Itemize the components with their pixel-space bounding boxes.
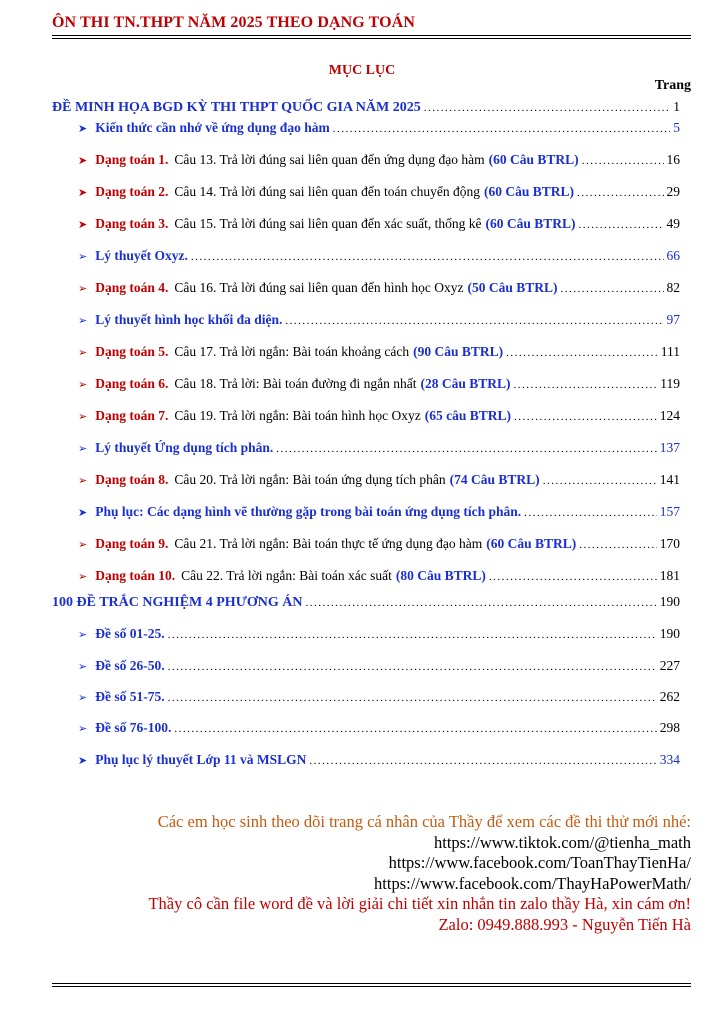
leader-dots — [168, 629, 657, 641]
toc-item-form[interactable] — [78, 280, 680, 300]
leader-dots — [513, 379, 657, 391]
arrow-bullet-icon: ➢ — [78, 629, 88, 641]
item-description: Câu 18. Trả lời: Bài toán đường đi ngắn nhất — [174, 376, 417, 391]
leader-dots — [168, 661, 657, 673]
item-title: Lý thuyết Ứng dụng tích phân. — [95, 440, 274, 455]
toc-exam-item[interactable] — [78, 626, 680, 646]
page-column-label: Trang — [654, 78, 691, 93]
leader-dots — [333, 123, 671, 135]
arrow-bullet-icon: ➢ — [78, 539, 88, 551]
exam-title: Đề số 01-25. — [95, 626, 165, 641]
page-number: 141 — [659, 472, 680, 487]
exam-title: Đề số 76-100. — [95, 720, 172, 735]
item-description: Câu 20. Trả lời ngắn: Bài toán ứng dụng tích phân — [174, 472, 446, 487]
page-number: 334 — [659, 752, 680, 767]
leader-dots — [489, 571, 657, 583]
arrow-bullet-icon: ➢ — [78, 475, 88, 487]
leader-dots — [285, 315, 663, 327]
leader-dots — [561, 283, 664, 295]
header-rule-thin — [52, 38, 691, 39]
arrow-bullet-icon: ➢ — [78, 283, 88, 295]
arrow-bullet-icon: ➤ — [78, 755, 88, 767]
exam-title: Đề số 51-75. — [95, 689, 165, 704]
item-count: (50 Câu BTRL) — [467, 280, 558, 295]
word-file-note: Thầy cô cần file word đề và lời giải chi tiết xin nhắn tin zalo thầy Hà, xin cám ơn! — [148, 894, 691, 913]
item-title: Phụ lục: Các dạng hình vẽ thường gặp trong bài toán ứng dụng tích phân. — [95, 504, 522, 519]
page-number: 66 — [666, 248, 680, 263]
toc-appendix[interactable] — [78, 752, 680, 772]
item-count: (65 câu BTRL) — [424, 408, 511, 423]
toc-item-theory[interactable] — [78, 504, 680, 524]
item-description: Câu 14. Trả lời đúng sai liên quan đến toán chuyển động — [174, 184, 480, 199]
item-description: Câu 16. Trả lời đúng sai liên quan đến hình học Oxyz — [174, 280, 464, 295]
toc-part-1[interactable] — [52, 99, 680, 119]
leader-dots — [582, 155, 664, 167]
item-title: Dạng toán 3. — [95, 216, 169, 231]
arrow-bullet-icon: ➤ — [78, 187, 88, 199]
facebook-link-2[interactable]: https://www.facebook.com/ThayHaPowerMath/ — [374, 873, 691, 893]
page-number: 124 — [659, 408, 680, 423]
leader-dots — [276, 443, 656, 455]
page-number: 137 — [659, 440, 680, 455]
leader-dots — [577, 187, 664, 199]
arrow-bullet-icon: ➢ — [78, 692, 88, 704]
footer-rule-thin — [52, 986, 691, 987]
toc-item-form[interactable] — [78, 376, 680, 396]
header-title: ÔN THI TN.THPT NĂM 2025 THEO DẠNG TOÁN — [52, 14, 415, 31]
page-number: 29 — [666, 184, 680, 199]
page-number: 5 — [673, 120, 680, 135]
toc-title: MỤC LỤC — [328, 63, 396, 78]
item-title: Dạng toán 9. — [95, 536, 169, 551]
arrow-bullet-icon: ➢ — [78, 251, 88, 263]
toc-item-form[interactable] — [78, 216, 680, 236]
page-number: 111 — [660, 344, 680, 359]
leader-dots — [524, 507, 657, 519]
arrow-bullet-icon: ➢ — [78, 347, 88, 359]
item-description: Câu 19. Trả lời ngắn: Bài toán hình học Oxyz — [174, 408, 421, 423]
item-count: (60 Câu BTRL) — [488, 152, 579, 167]
arrow-bullet-icon: ➢ — [78, 411, 88, 423]
toc-item-form[interactable] — [78, 568, 680, 588]
item-description: Câu 13. Trả lời đúng sai liên quan đến ứng dụng đạo hàm — [174, 152, 485, 167]
arrow-bullet-icon: ➤ — [78, 123, 88, 135]
page-number: 82 — [666, 280, 680, 295]
item-title: Lý thuyết hình học khối đa diện. — [95, 312, 283, 327]
facebook-link-1[interactable]: https://www.facebook.com/ToanThayTienHa/ — [388, 853, 691, 872]
item-title: Dạng toán 6. — [95, 376, 169, 391]
leader-dots — [578, 219, 663, 231]
item-count: (74 Câu BTRL) — [449, 472, 540, 487]
item-title: Kiến thức cần nhớ về ứng dụng đạo hàm — [95, 120, 330, 135]
page-number: 227 — [659, 658, 680, 673]
page-number: 157 — [659, 504, 680, 519]
item-title: Dạng toán 4. — [95, 280, 169, 295]
toc-item-form[interactable] — [78, 152, 680, 172]
toc-exam-item[interactable] — [78, 720, 680, 740]
toc-item-form[interactable] — [78, 408, 680, 428]
arrow-bullet-icon: ➢ — [78, 315, 88, 327]
page-number: 16 — [666, 152, 680, 167]
item-count: (60 Câu BTRL) — [486, 536, 577, 551]
footer-rule — [52, 983, 691, 984]
item-description: Câu 21. Trả lời ngắn: Bài toán thực tế ứng dụng đạo hàm — [174, 536, 483, 551]
item-title: Dạng toán 8. — [95, 472, 169, 487]
arrow-bullet-icon: ➢ — [78, 571, 88, 583]
item-description: Câu 22. Trả lời ngắn: Bài toán xác suất — [181, 568, 392, 583]
item-count: (80 Câu BTRL) — [395, 568, 486, 583]
arrow-bullet-icon: ➢ — [78, 661, 88, 673]
page-number: 181 — [659, 568, 680, 583]
toc-part-2[interactable] — [52, 594, 680, 614]
item-title: Dạng toán 1. — [95, 152, 169, 167]
toc-item-form[interactable] — [78, 184, 680, 204]
zalo-contact: Zalo: 0949.888.993 - Nguyễn Tiến Hà — [438, 914, 691, 934]
appendix-title: Phụ lục lý thuyết Lớp 11 và MSLGN — [95, 752, 307, 767]
toc-exam-item[interactable] — [78, 658, 680, 678]
contact-notes — [148, 812, 691, 935]
arrow-bullet-icon: ➢ — [78, 379, 88, 391]
toc-item-form[interactable] — [78, 472, 680, 492]
leader-dots — [309, 755, 656, 767]
page-number: 190 — [659, 626, 680, 641]
item-title: Dạng toán 7. — [95, 408, 169, 423]
item-count: (28 Câu BTRL) — [420, 376, 511, 391]
page-number: 1 — [673, 99, 680, 114]
page-number: 298 — [659, 720, 680, 735]
arrow-bullet-icon: ➤ — [78, 219, 88, 231]
toc-item-theory[interactable] — [78, 248, 680, 268]
leader-dots — [191, 251, 664, 263]
leader-dots — [174, 723, 656, 735]
leader-dots — [305, 597, 656, 609]
tiktok-link[interactable]: https://www.tiktok.com/@tienha_math — [433, 832, 691, 852]
page-number: 49 — [666, 216, 680, 231]
arrow-bullet-icon: ➤ — [78, 155, 88, 167]
toc-item-theory[interactable] — [78, 440, 680, 460]
leader-dots — [579, 539, 657, 551]
item-title: Lý thuyết Oxyz. — [95, 248, 188, 263]
arrow-bullet-icon: ➢ — [78, 723, 88, 735]
leader-dots — [424, 102, 671, 114]
item-title: Dạng toán 2. — [95, 184, 169, 199]
part-title: 100 ĐỀ TRẮC NGHIỆM 4 PHƯƠNG ÁN — [52, 595, 303, 610]
arrow-bullet-icon: ➢ — [78, 443, 88, 455]
toc-item-form[interactable] — [78, 344, 680, 364]
item-count: (90 Câu BTRL) — [413, 344, 504, 359]
part-title: ĐỀ MINH HỌA BGD KỲ THI THPT QUỐC GIA NĂM 2025 — [52, 100, 421, 115]
leader-dots — [514, 411, 657, 423]
item-title: Dạng toán 10. — [95, 568, 176, 583]
toc-exam-item[interactable] — [78, 689, 680, 709]
page-number: 119 — [660, 376, 680, 391]
page-number: 170 — [659, 536, 680, 551]
page-number: 190 — [659, 594, 680, 609]
leader-dots — [168, 692, 657, 704]
toc-item-theory[interactable] — [78, 312, 680, 332]
follow-note: Các em học sinh theo dõi trang cá nhân của Thầy để xem các đề thi thử mới nhé: — [157, 812, 691, 831]
toc-item-form[interactable] — [78, 536, 680, 556]
item-title: Dạng toán 5. — [95, 344, 169, 359]
item-description: Câu 17. Trả lời ngắn: Bài toán khoảng cách — [174, 344, 410, 359]
leader-dots — [506, 347, 658, 359]
arrow-bullet-icon: ➤ — [78, 507, 88, 519]
page-number: 97 — [666, 312, 680, 327]
header-rule — [52, 35, 691, 36]
item-count: (60 Câu BTRL) — [483, 184, 574, 199]
toc-item-theory[interactable] — [78, 120, 680, 140]
item-description: Câu 15. Trả lời đúng sai liên quan đến xác suất, thống kê — [174, 216, 482, 231]
exam-title: Đề số 26-50. — [95, 658, 165, 673]
item-count: (60 Câu BTRL) — [485, 216, 576, 231]
page-number: 262 — [659, 689, 680, 704]
leader-dots — [543, 475, 657, 487]
